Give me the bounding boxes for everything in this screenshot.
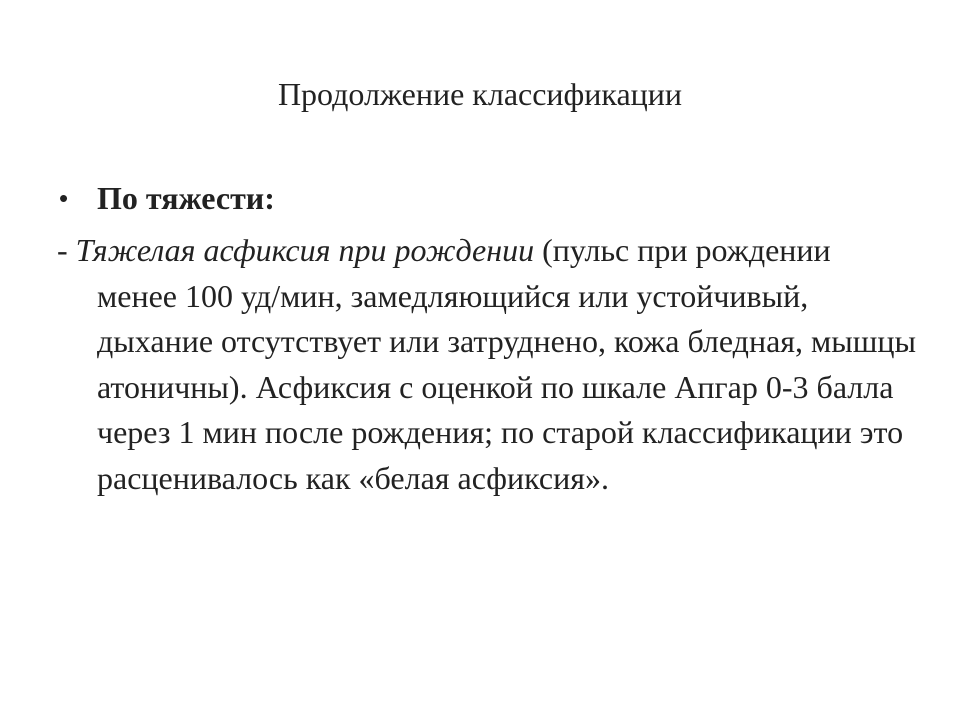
description-paragraph <box>57 228 917 501</box>
bullet-heading: По тяжести: <box>97 180 275 216</box>
bullet-item <box>57 176 917 222</box>
bullet-marker: • <box>59 183 69 213</box>
slide-title: Продолжение классификации <box>277 76 683 112</box>
paragraph-emphasis: Тяжелая асфиксия при рождении <box>75 232 535 268</box>
paragraph-dash: - <box>57 232 76 268</box>
slide-content <box>57 176 917 501</box>
paragraph-body: (пульс при рождении менее 100 уд/мин, замедляющийся или устойчивый, дыхание отсутствует или затруднено, кожа бледная, мышцы атоничны). Асфиксия с оценкой по шкале Апгар 0-3 балла через 1 мин после рождения; по старой классификации это расценивалось как «белая асфиксия». <box>97 232 917 496</box>
